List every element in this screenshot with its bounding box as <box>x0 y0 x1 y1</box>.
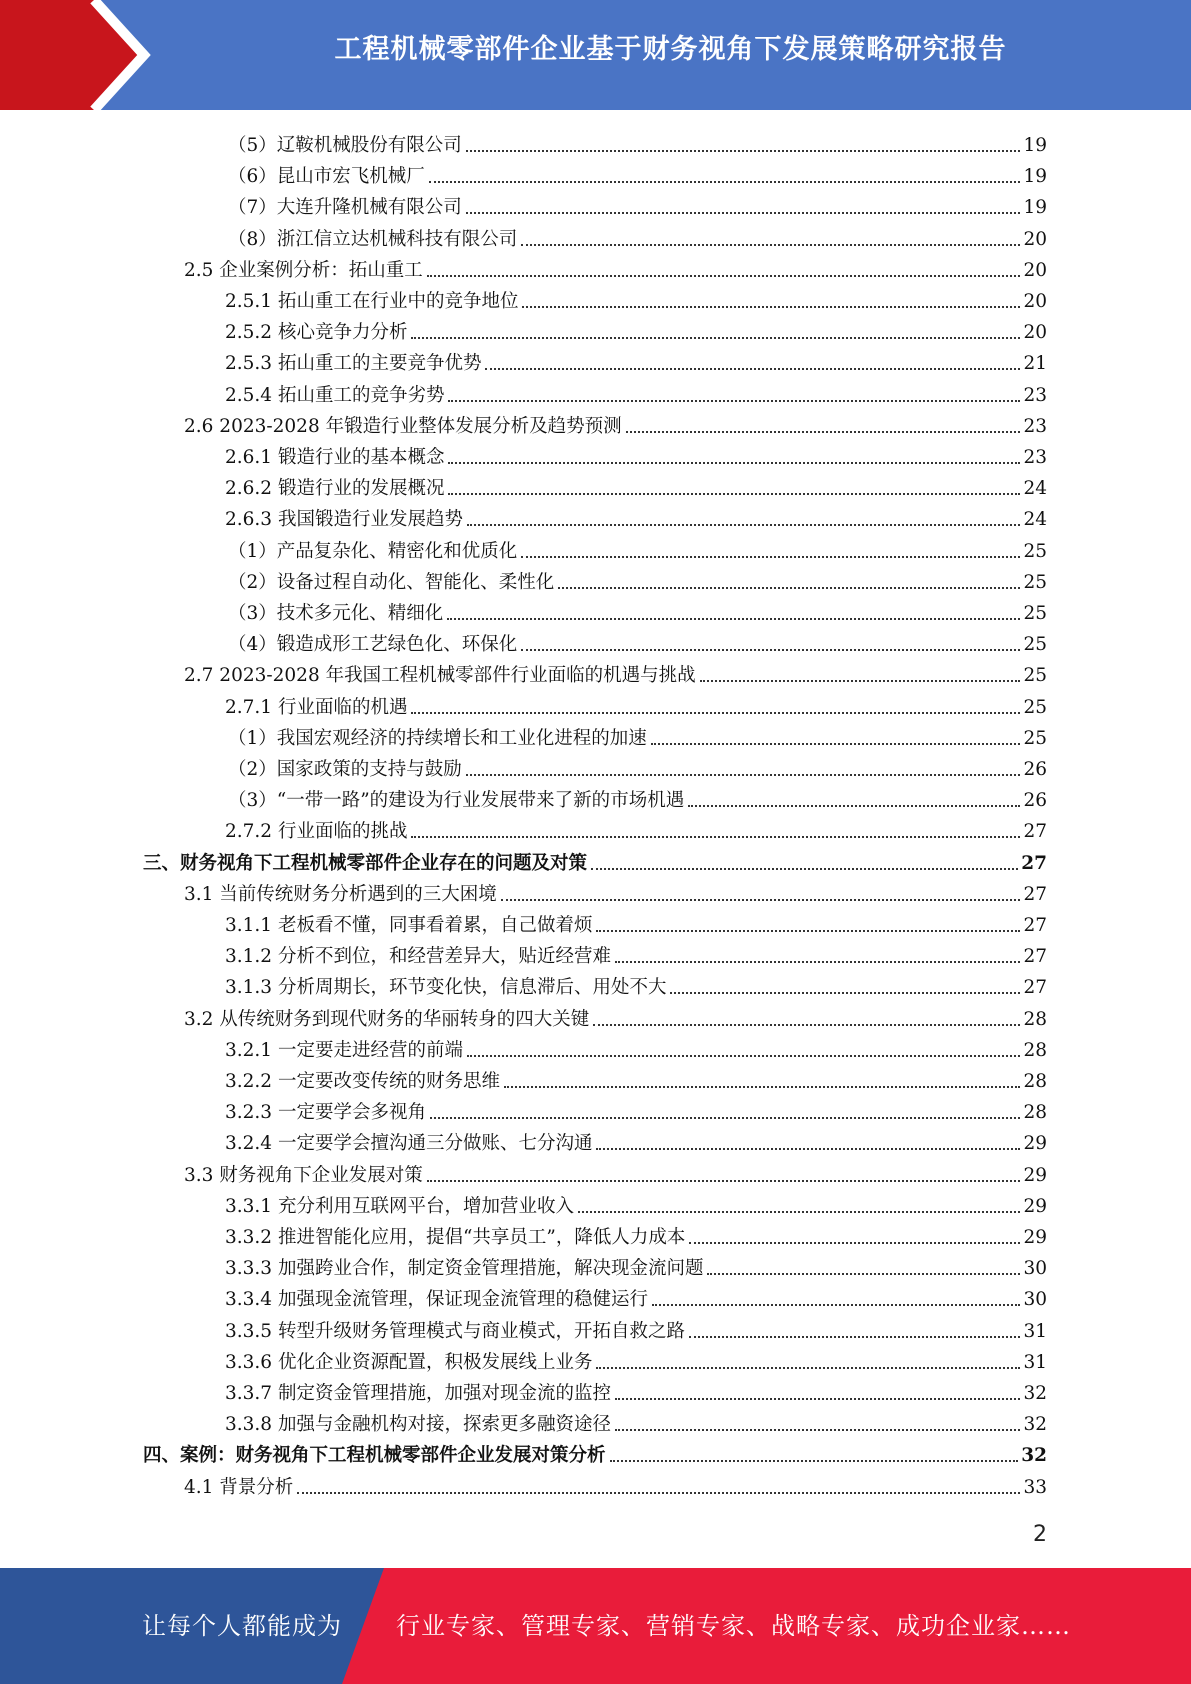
toc-entry-title: 2.5 企业案例分析：拓山重工 <box>184 259 423 281</box>
toc-entry[interactable] <box>225 1093 1047 1124</box>
footer-slogan-right: 行业专家、管理专家、营销专家、战略专家、成功企业家…… <box>396 1612 1071 1640</box>
toc-entry[interactable] <box>228 563 1047 594</box>
toc-entry-title: （5）辽鞍机械股份有限公司 <box>228 135 462 156</box>
toc-entry-title: （1）我国宏观经济的持续增长和工业化进程的加速 <box>228 727 647 749</box>
toc-dot-leader <box>596 1367 1020 1369</box>
toc-entry[interactable] <box>184 251 1047 282</box>
toc-entry-title: （2）国家政策的支持与鼓励 <box>228 759 462 780</box>
toc-dot-leader <box>411 712 1020 714</box>
toc-dot-leader <box>466 212 1021 214</box>
toc-entry[interactable] <box>225 1062 1047 1093</box>
toc-entry[interactable] <box>225 968 1047 999</box>
toc-dot-leader <box>430 1117 1020 1119</box>
toc-entry-page: 27 <box>1023 821 1047 843</box>
toc-entry-page: 27 <box>1023 883 1047 905</box>
toc-entry[interactable] <box>143 844 1047 875</box>
toc-entry-page: 20 <box>1023 228 1047 250</box>
toc-entry-title: （3）“一带一路”的建设为行业发展带来了新的市场机遇 <box>228 790 685 812</box>
toc-entry[interactable] <box>228 157 1047 188</box>
toc-entry-page: 25 <box>1023 540 1047 562</box>
toc-entry-title: 2.7 2023-2028 年我国工程机械零部件行业面临的机遇与挑战 <box>184 665 696 687</box>
toc-entry-page: 24 <box>1023 478 1047 500</box>
page-number: 2 <box>1033 1522 1047 1547</box>
toc-dot-leader <box>689 1336 1020 1338</box>
toc-entry-title: （8）浙江信立达机械科技有限公司 <box>228 228 518 250</box>
toc-entry-title: 3.3.1 充分利用互联网平台，增加营业收入 <box>225 1195 574 1217</box>
toc-entry-page: 24 <box>1023 509 1047 531</box>
toc-dot-leader <box>466 774 1021 776</box>
toc-entry[interactable] <box>184 1156 1047 1187</box>
toc-entry-page: 30 <box>1023 1258 1047 1280</box>
toc-entry-title: 2.5.1 拓山重工在行业中的竞争地位 <box>225 291 519 312</box>
toc-entry[interactable] <box>225 1280 1047 1311</box>
toc-entry-title: 三、财务视角下工程机械零部件企业存在的问题及对策 <box>143 852 588 874</box>
toc-dot-leader <box>522 306 1020 308</box>
toc-entry-page: 19 <box>1023 166 1047 188</box>
toc-dot-leader <box>670 992 1020 994</box>
toc-entry[interactable] <box>228 188 1047 219</box>
toc-dot-leader <box>578 1211 1020 1213</box>
toc-entry-page: 21 <box>1023 353 1047 375</box>
toc-dot-leader <box>448 493 1020 495</box>
toc-entry[interactable] <box>225 1312 1047 1343</box>
toc-entry-title: 2.6.3 我国锻造行业发展趋势 <box>225 509 463 531</box>
toc-entry-title: 3.3 财务视角下企业发展对策 <box>184 1164 423 1186</box>
toc-entry[interactable] <box>184 407 1047 438</box>
document-title: 工程机械零部件企业基于财务视角下发展策略研究报告 <box>334 34 1007 65</box>
toc-dot-leader <box>615 1429 1020 1431</box>
toc-entry-title: （3）技术多元化、精细化 <box>228 603 444 624</box>
toc-entry-page: 32 <box>1023 1414 1047 1436</box>
toc-dot-leader <box>427 1180 1021 1182</box>
toc-entry-title: 四、案例：财务视角下工程机械零部件企业发展对策分析 <box>143 1445 606 1467</box>
toc-entry[interactable] <box>228 625 1047 656</box>
toc-entry[interactable] <box>225 812 1047 843</box>
toc-entry-title: 3.3.6 优化企业资源配置，积极发展线上业务 <box>225 1351 593 1373</box>
toc-dot-leader <box>467 524 1020 526</box>
toc-entry-title: 2.7.2 行业面临的挑战 <box>225 821 408 843</box>
toc-dot-leader <box>593 1024 1020 1026</box>
toc-entry-page: 28 <box>1023 1039 1047 1061</box>
toc-entry[interactable] <box>225 1031 1047 1062</box>
toc-entry-title: 3.2.4 一定要学会擅沟通三分做账、七分沟通 <box>225 1133 593 1155</box>
toc-dot-leader <box>626 431 1021 433</box>
toc-entry[interactable] <box>228 532 1047 563</box>
toc-dot-leader <box>485 368 1020 370</box>
toc-entry[interactable] <box>225 937 1047 968</box>
toc-entry-page: 25 <box>1023 603 1047 624</box>
toc-entry-title: 3.1.2 分析不到位，和经营差异大，贴近经营难 <box>225 946 611 968</box>
toc-dot-leader <box>615 1398 1020 1400</box>
toc-entry-title: 3.3.3 加强跨业合作，制定资金管理措施，解决现金流问题 <box>225 1258 704 1280</box>
toc-entry[interactable] <box>225 1124 1047 1155</box>
toc-dot-leader <box>411 337 1020 339</box>
toc-entry-title: 3.3.8 加强与金融机构对接，探索更多融资途径 <box>225 1414 611 1436</box>
toc-dot-leader <box>689 1242 1020 1244</box>
toc-entry-page: 28 <box>1023 1008 1047 1030</box>
toc-entry-title: （1）产品复杂化、精密化和优质化 <box>228 540 518 562</box>
toc-entry-page: 30 <box>1023 1289 1047 1311</box>
toc-entry-title: 2.6 2023-2028 年锻造行业整体发展分析及趋势预测 <box>184 415 622 437</box>
toc-entry-page: 19 <box>1023 197 1047 219</box>
toc-entry-title: 2.5.4 拓山重工的竞争劣势 <box>225 384 445 406</box>
toc-entry-title: 3.2.3 一定要学会多视角 <box>225 1102 426 1124</box>
toc-entry-title: 3.3.2 推进智能化应用，提倡“共享员工”，降低人力成本 <box>225 1227 686 1248</box>
toc-dot-leader <box>615 961 1020 963</box>
toc-entry-title: 3.2.1 一定要走进经营的前端 <box>225 1039 463 1061</box>
toc-entry[interactable] <box>228 719 1047 750</box>
toc-entry[interactable] <box>225 1218 1047 1249</box>
toc-dot-leader <box>558 587 1020 589</box>
toc-entry[interactable] <box>225 376 1047 407</box>
toc-entry[interactable] <box>143 1436 1047 1467</box>
toc-dot-leader <box>501 899 1021 901</box>
toc-entry-page: 23 <box>1023 415 1047 437</box>
toc-entry-title: （7）大连升隆机械有限公司 <box>228 197 462 219</box>
toc-entry-page: 25 <box>1023 727 1047 749</box>
toc-entry-title: 2.6.1 锻造行业的基本概念 <box>225 447 445 468</box>
page-footer <box>0 1568 1191 1684</box>
toc-entry-title: 3.3.7 制定资金管理措施，加强对现金流的监控 <box>225 1383 611 1404</box>
toc-entry-page: 26 <box>1023 759 1047 780</box>
toc-entry[interactable] <box>225 469 1047 500</box>
toc-dot-leader <box>448 400 1020 402</box>
toc-entry[interactable] <box>228 220 1047 251</box>
toc-entry[interactable] <box>225 438 1047 469</box>
toc-dot-leader <box>652 1304 1020 1306</box>
toc-entry-page: 31 <box>1023 1351 1047 1373</box>
toc-entry-page: 19 <box>1023 135 1047 156</box>
toc-entry[interactable] <box>228 594 1047 625</box>
toc-entry-page: 20 <box>1023 291 1047 312</box>
toc-entry-page: 29 <box>1023 1227 1047 1248</box>
toc-entry-page: 29 <box>1023 1133 1047 1155</box>
toc-entry-page: 23 <box>1023 447 1047 468</box>
toc-entry-page: 27 <box>1023 946 1047 968</box>
toc-entry[interactable] <box>225 344 1047 375</box>
toc-entry[interactable] <box>225 1405 1047 1436</box>
toc-entry-title: （4）锻造成形工艺绿色化、环保化 <box>228 634 518 656</box>
toc-dot-leader <box>297 1492 1020 1494</box>
toc-entry[interactable] <box>184 1468 1047 1499</box>
toc-dot-leader <box>411 836 1020 838</box>
toc-entry-page: 33 <box>1023 1476 1047 1498</box>
toc-entry-page: 27 <box>1023 977 1047 999</box>
toc-entry-page: 27 <box>1021 852 1047 874</box>
toc-dot-leader <box>521 556 1020 558</box>
toc-entry-page: 32 <box>1023 1383 1047 1404</box>
toc-dot-leader <box>596 1148 1020 1150</box>
toc-entry-page: 27 <box>1023 915 1047 936</box>
toc-dot-leader <box>700 680 1021 682</box>
toc-dot-leader <box>448 462 1020 464</box>
toc-entry-title: 2.6.2 锻造行业的发展概况 <box>225 478 445 500</box>
toc-entry[interactable] <box>225 1374 1047 1405</box>
toc-entry[interactable] <box>184 656 1047 687</box>
toc-dot-leader <box>596 930 1020 932</box>
toc-entry-title: 3.1 当前传统财务分析遇到的三大困境 <box>184 883 497 905</box>
toc-entry[interactable] <box>184 875 1047 906</box>
toc-entry-title: 2.7.1 行业面临的机遇 <box>225 696 408 718</box>
toc-entry-page: 25 <box>1023 665 1047 687</box>
footer-slogan-left: 让每个人都能成为 <box>142 1612 342 1640</box>
toc-dot-leader <box>467 1055 1020 1057</box>
toc-dot-leader <box>466 150 1021 152</box>
toc-entry-page: 28 <box>1023 1071 1047 1092</box>
header-chevron-graphic <box>0 0 160 110</box>
toc-entry-page: 25 <box>1023 696 1047 718</box>
toc-entry[interactable] <box>225 688 1047 719</box>
toc-entry[interactable] <box>228 126 1047 157</box>
toc-entry-title: （2）设备过程自动化、智能化、柔性化 <box>228 571 555 593</box>
toc-entry-page: 26 <box>1023 790 1047 812</box>
toc-entry[interactable] <box>225 1249 1047 1280</box>
toc-dot-leader <box>651 743 1021 745</box>
page-header <box>0 0 1191 110</box>
toc-entry[interactable] <box>228 750 1047 781</box>
toc-entry-title: 4.1 背景分析 <box>184 1476 294 1498</box>
toc-entry-page: 25 <box>1023 571 1047 593</box>
toc-entry[interactable] <box>184 1000 1047 1031</box>
toc-entry[interactable] <box>225 282 1047 313</box>
toc-entry-page: 29 <box>1023 1164 1047 1186</box>
toc-entry-title: 3.1.3 分析周期长，环节变化快，信息滞后、用处不大 <box>225 977 667 999</box>
toc-dot-leader <box>591 868 1018 870</box>
toc-entry[interactable] <box>225 1343 1047 1374</box>
toc-entry-page: 29 <box>1023 1195 1047 1217</box>
toc-entry[interactable] <box>225 1187 1047 1218</box>
toc-dot-leader <box>504 1086 1020 1088</box>
toc-entry-title: 2.5.2 核心竞争力分析 <box>225 322 408 344</box>
toc-entry[interactable] <box>228 781 1047 812</box>
toc-entry[interactable] <box>225 906 1047 937</box>
toc-entry-page: 28 <box>1023 1102 1047 1124</box>
toc-dot-leader <box>521 649 1020 651</box>
toc-entry-title: 2.5.3 拓山重工的主要竞争优势 <box>225 353 482 375</box>
toc-dot-leader <box>429 181 1021 183</box>
toc-entry-title: （6）昆山市宏飞机械厂 <box>228 166 425 188</box>
toc-entry-page: 20 <box>1023 259 1047 281</box>
toc-entry[interactable] <box>225 313 1047 344</box>
toc-entry-page: 32 <box>1021 1445 1047 1467</box>
toc-dot-leader <box>447 618 1020 620</box>
toc-dot-leader <box>707 1273 1020 1275</box>
toc-dot-leader <box>427 275 1021 277</box>
toc-entry-title: 3.2 从传统财务到现代财务的华丽转身的四大关键 <box>184 1008 590 1030</box>
toc-dot-leader <box>610 1460 1019 1462</box>
toc-dot-leader <box>688 805 1020 807</box>
toc-entry-page: 31 <box>1023 1320 1047 1342</box>
toc-dot-leader <box>521 244 1020 246</box>
toc-entry[interactable] <box>225 500 1047 531</box>
toc-entry-title: 3.2.2 一定要改变传统的财务思维 <box>225 1071 500 1092</box>
toc-entry-page: 20 <box>1023 322 1047 344</box>
toc-entry-page: 23 <box>1023 384 1047 406</box>
toc-entry-page: 25 <box>1023 634 1047 656</box>
toc-entry-title: 3.1.1 老板看不懂，同事看着累，自己做着烦 <box>225 915 593 936</box>
toc-entry-title: 3.3.4 加强现金流管理，保证现金流管理的稳健运行 <box>225 1289 648 1311</box>
toc-entry-title: 3.3.5 转型升级财务管理模式与商业模式，开拓自救之路 <box>225 1320 685 1342</box>
